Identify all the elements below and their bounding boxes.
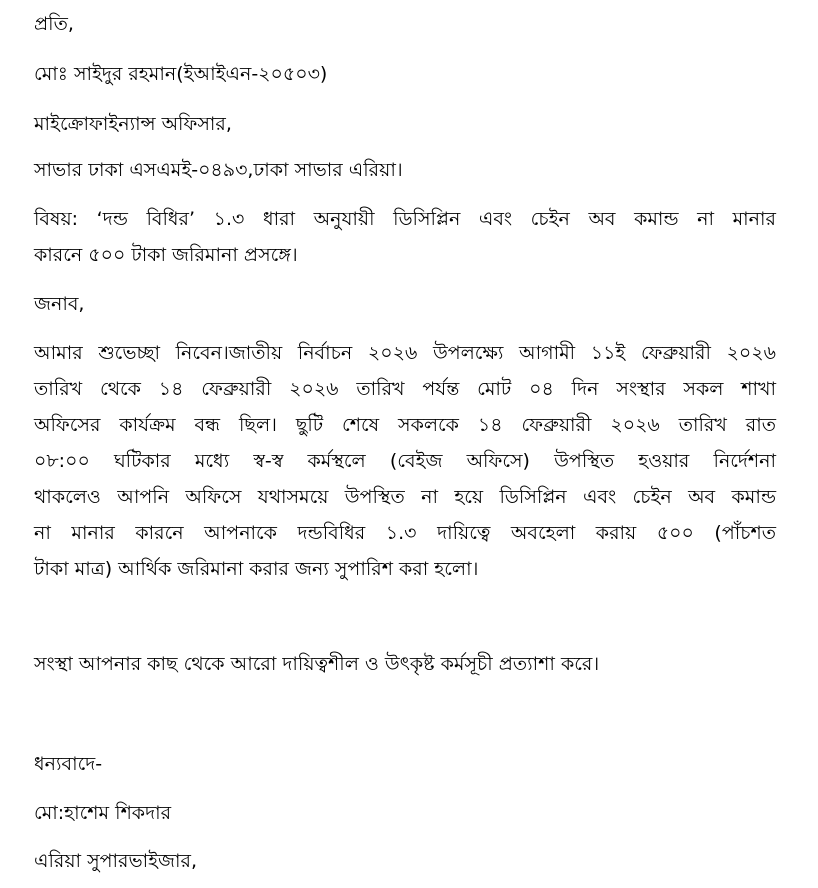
subject-line: বিষয়: ‘দন্ড বিধির’ ১.৩ ধারা অনুযায়ী ডিসিপ্লিন এবং চেইন অব কমান্ড না মানার: [34, 208, 776, 230]
letter-to: প্রতি,: [34, 13, 74, 35]
closing: ধন্যবাদে-: [34, 753, 103, 775]
expectation-line: সংস্থা আপনার কাছ থেকে আরো দায়িত্বশীল ও উৎকৃষ্ট কর্মসূচী প্রত্যাশা করে।: [34, 653, 600, 675]
recipient-name: মোঃ সাইদুর রহমান(ইআইএন-২০৫০৩): [34, 63, 328, 85]
body-line: অফিসের কার্যক্রম বন্ধ ছিল। ছুটি শেষে সকলকে ১৪ ফেব্রুয়ারী ২০২৬ তারিখ রাত: [34, 414, 776, 436]
body-line: না মানার কারনে আপনাকে দন্ডবিধির ১.৩ দায়িত্বে অবহেলা করায় ৫০০ (পাঁচশত: [34, 522, 776, 544]
sender-designation: এরিয়া সুপারভাইজার,: [34, 850, 198, 872]
body-line: টাকা মাত্র) আর্থিক জরিমানা করার জন্য সুপারিশ করা হলো।: [34, 558, 479, 580]
salutation: জনাব,: [34, 293, 85, 315]
body-line: থাকলেও আপনি অফিসে যথাসময়ে উপস্থিত না হয়ে ডিসিপ্লিন এবং চেইন অব কমান্ড: [34, 486, 776, 508]
subject-line: কারনে ৫০০ টাকা জরিমানা প্রসঙ্গে।: [34, 244, 298, 266]
recipient-office: সাভার ঢাকা এসএমই-০৪৯৩,ঢাকা সাভার এরিয়া।: [34, 159, 403, 181]
sender-name: মো:হাশেম শিকদার: [34, 802, 172, 824]
recipient-designation: মাইক্রোফাইন্যান্স অফিসার,: [34, 113, 232, 135]
letter-body: [34, 335, 776, 587]
body-line: ০৮:০০ ঘটিকার মধ্যে স্ব-স্ব কর্মস্থলে (বেইজ অফিসে) উপস্থিত হওয়ার নির্দেশনা: [34, 450, 776, 472]
subject: [34, 201, 776, 273]
body-line: তারিখ থেকে ১৪ ফেব্রুয়ারী ২০২৬ তারিখ পর্যন্ত মোট ০৪ দিন সংস্থার সকল শাখা: [34, 378, 776, 400]
body-line: আমার শুভেচ্ছা নিবেন।জাতীয় নির্বাচন ২০২৬ উপলক্ষ্যে আগামী ১১ই ফেব্রুয়ারী ২০২৬: [34, 342, 776, 364]
